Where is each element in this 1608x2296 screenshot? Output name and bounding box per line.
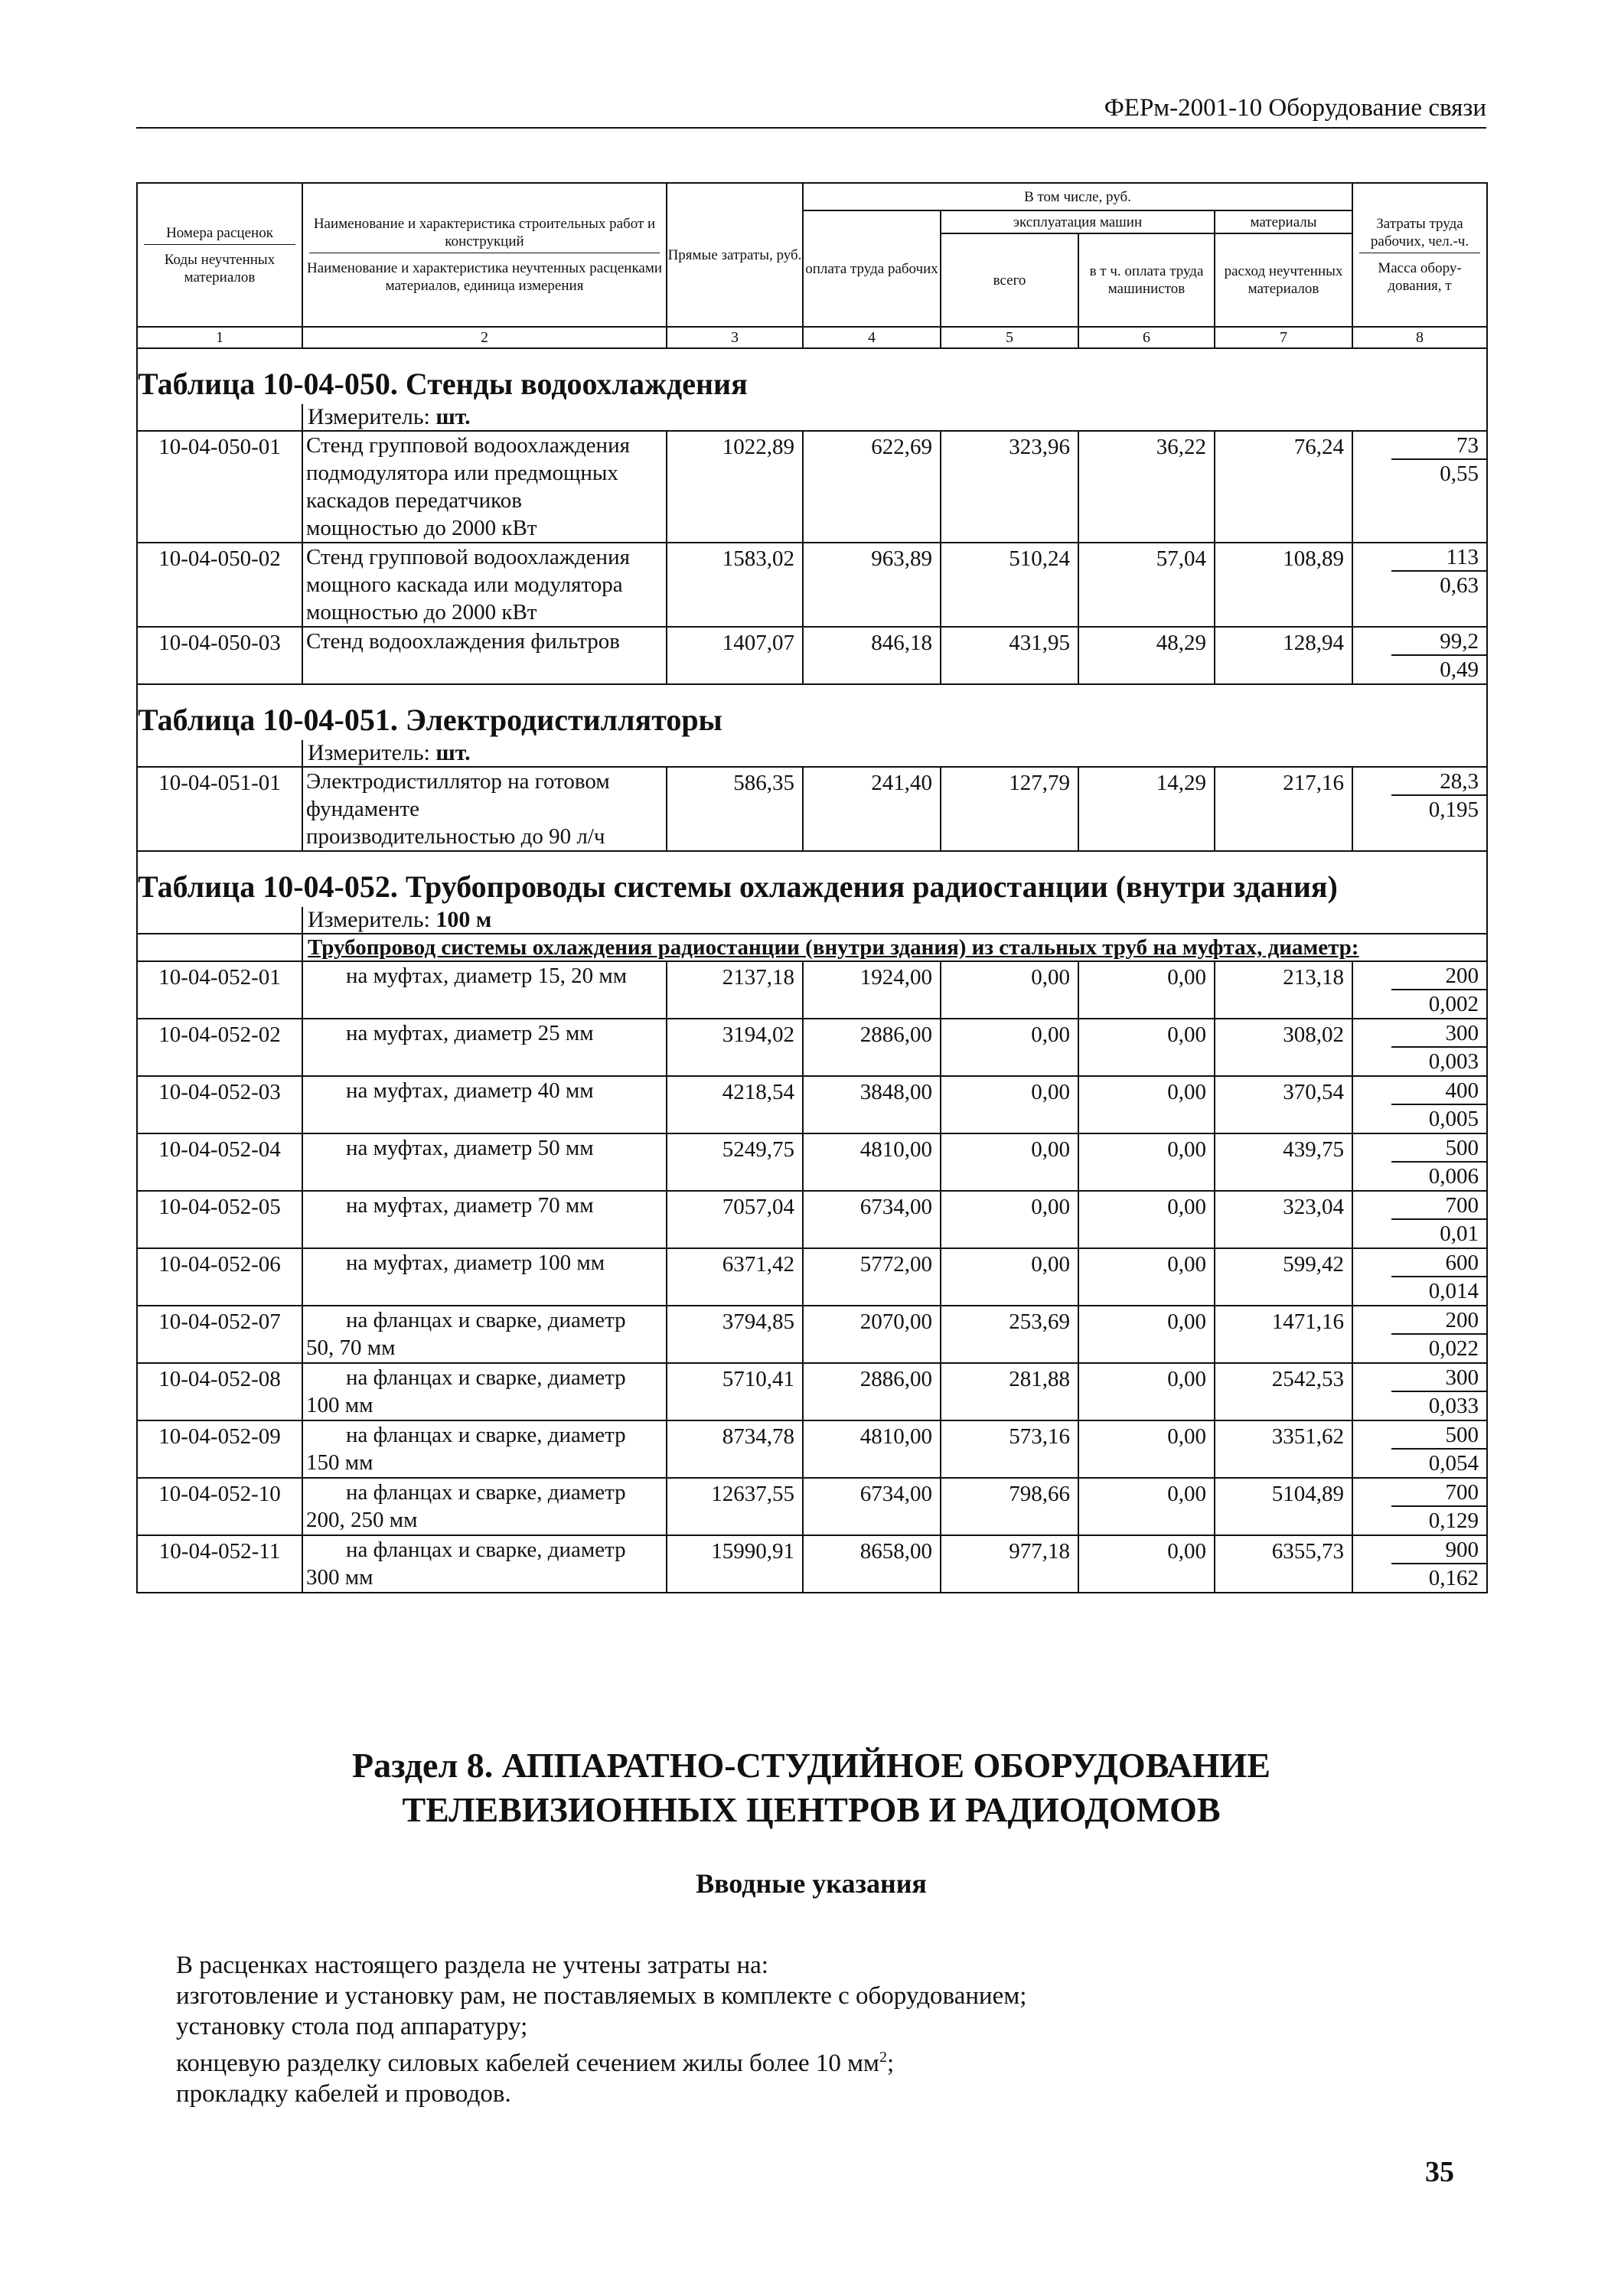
labor-cell [1352, 767, 1487, 851]
rate-description [302, 1248, 667, 1306]
equipment-mass: 0,003 [1428, 1049, 1479, 1074]
description-line: Стенд водоохлаждения фильтров [306, 629, 620, 654]
materials-cost: 6355,73 [1215, 1535, 1352, 1593]
labor-hours: 200 [1391, 1308, 1486, 1335]
rates-table [136, 182, 1488, 1593]
direct-cost: 2137,18 [667, 961, 803, 1019]
rate-code: 10-04-052-01 [137, 961, 302, 1019]
wages-cost: 8658,00 [803, 1535, 941, 1593]
header-labor: Затраты труда рабочих, чел.-ч. Масса обору-дования, т [1352, 183, 1487, 327]
rate-description [302, 1420, 667, 1478]
table-row [137, 767, 1487, 851]
description-line: каскадов передатчиков [306, 488, 522, 513]
unit-cell [302, 907, 1487, 934]
machinists-cost: 36,22 [1078, 431, 1215, 543]
description-line: мощного каскада или модулятора [306, 572, 623, 597]
table-row [137, 1478, 1487, 1535]
description-line: на фланцах и сварке, диаметр [346, 1538, 626, 1562]
header-names: Наименование и характеристика строительных работ и конструкций Наименование и характеристика неучтенных расценками материалов, единица измерения [302, 183, 667, 327]
table-title-cell [137, 696, 1487, 740]
materials-cost: 217,16 [1215, 767, 1352, 851]
labor-hours: 113 [1391, 545, 1486, 572]
machines-cost: 127,79 [941, 767, 1078, 851]
header-wages: оплата труда рабочих [803, 210, 941, 327]
rate-code: 10-04-052-02 [137, 1019, 302, 1076]
machines-cost: 0,00 [941, 1019, 1078, 1076]
equipment-mass: 0,005 [1428, 1107, 1479, 1131]
rate-description [302, 961, 667, 1019]
materials-cost: 76,24 [1215, 431, 1352, 543]
materials-cost: 128,94 [1215, 627, 1352, 684]
section-heading-line: ТЕЛЕВИЗИОННЫХ ЦЕНТРОВ И РАДИОДОМОВ [402, 1790, 1221, 1829]
direct-cost: 12637,55 [667, 1478, 803, 1535]
labor-hours: 500 [1391, 1136, 1486, 1163]
header-machinists: в т ч. оплата труда машинистов [1078, 233, 1215, 327]
description-line: 150 мм [306, 1450, 373, 1475]
col-number: 2 [302, 327, 667, 348]
equipment-mass: 0,63 [1440, 573, 1479, 598]
machinists-cost: 48,29 [1078, 627, 1215, 684]
rate-code: 10-04-052-03 [137, 1076, 302, 1133]
table-row [137, 1019, 1487, 1076]
wages-cost: 5772,00 [803, 1248, 941, 1306]
machinists-cost: 57,04 [1078, 543, 1215, 627]
machinists-cost: 0,00 [1078, 1076, 1215, 1133]
description-line: Стенд групповой водоохлаждения [306, 433, 630, 458]
labor-hours: 900 [1391, 1538, 1486, 1564]
empty-cell [137, 934, 302, 961]
description-line: на муфтах, диаметр 70 мм [346, 1193, 594, 1218]
rate-description [302, 1076, 667, 1133]
col-number: 1 [137, 327, 302, 348]
machinists-cost: 0,00 [1078, 1420, 1215, 1478]
rate-code: 10-04-052-09 [137, 1420, 302, 1478]
labor-cell [1352, 1133, 1487, 1191]
table-row [137, 1191, 1487, 1248]
header-codes: Номера расценок Коды неучтенных материалов [137, 183, 302, 327]
table-title-cell [137, 360, 1487, 404]
table-row [137, 627, 1487, 684]
machinists-cost: 0,00 [1078, 961, 1215, 1019]
rate-code: 10-04-050-03 [137, 627, 302, 684]
wages-cost: 846,18 [803, 627, 941, 684]
labor-hours: 200 [1391, 964, 1486, 990]
wages-cost: 6734,00 [803, 1191, 941, 1248]
wages-cost: 241,40 [803, 767, 941, 851]
description-line: производительностью до 90 л/ч [306, 824, 605, 849]
intro-line: концевую разделку силовых кабелей сечением жилы более 10 $мм^2$; [176, 2049, 895, 2077]
header-machines-total: всего [941, 233, 1078, 327]
equipment-mass: 0,195 [1428, 797, 1479, 822]
machinists-cost: 0,00 [1078, 1535, 1215, 1593]
materials-cost: 108,89 [1215, 543, 1352, 627]
labor-cell [1352, 1363, 1487, 1420]
table-header [137, 183, 1487, 348]
table-row [137, 1133, 1487, 1191]
rate-description [302, 1306, 667, 1363]
table-title-row [137, 360, 1487, 404]
labor-cell [1352, 1478, 1487, 1535]
description-line: на фланцах и сварке, диаметр [346, 1365, 626, 1390]
rate-description [302, 767, 667, 851]
description-line: на муфтах, диаметр 100 мм [346, 1251, 605, 1275]
rate-code: 10-04-051-01 [137, 767, 302, 851]
rate-code: 10-04-052-04 [137, 1133, 302, 1191]
table-row [137, 1535, 1487, 1593]
rate-description [302, 1019, 667, 1076]
col-number: 6 [1078, 327, 1215, 348]
direct-cost: 586,35 [667, 767, 803, 851]
labor-cell [1352, 961, 1487, 1019]
equipment-mass: 0,022 [1428, 1336, 1479, 1361]
machines-cost: 0,00 [941, 1191, 1078, 1248]
rate-description [302, 1363, 667, 1420]
materials-cost: 439,75 [1215, 1133, 1352, 1191]
labor-hours: 300 [1391, 1365, 1486, 1392]
description-line: подмодулятора или предмощных [306, 461, 618, 485]
labor-cell [1352, 543, 1487, 627]
materials-cost: 323,04 [1215, 1191, 1352, 1248]
intro-title: Вводные указания [696, 1868, 927, 1899]
machinists-cost: 0,00 [1078, 1191, 1215, 1248]
col-number: 4 [803, 327, 941, 348]
labor-hours: 28,3 [1391, 769, 1486, 796]
rate-code: 10-04-052-06 [137, 1248, 302, 1306]
intro-line: прокладку кабелей и проводов. [176, 2080, 511, 2108]
unit-cell [302, 740, 1487, 767]
table-row [137, 543, 1487, 627]
spacer-cell [137, 348, 1487, 360]
labor-hours: 500 [1391, 1423, 1486, 1450]
direct-cost: 7057,04 [667, 1191, 803, 1248]
description-line: фундаменте [306, 797, 420, 821]
table-body [137, 348, 1487, 1593]
description-line: на фланцах и сварке, диаметр [346, 1480, 626, 1505]
labor-cell [1352, 627, 1487, 684]
rate-description [302, 627, 667, 684]
header-including: В том числе, руб. [803, 183, 1352, 210]
equipment-mass: 0,49 [1440, 657, 1479, 682]
rate-code: 10-04-052-07 [137, 1306, 302, 1363]
rate-description [302, 431, 667, 543]
direct-cost: 15990,91 [667, 1535, 803, 1593]
unit-row [137, 404, 1487, 431]
unit-value: шт. [435, 740, 471, 765]
table-row [137, 961, 1487, 1019]
superscript: 2 [879, 2049, 887, 2066]
spacer-cell [137, 684, 1487, 696]
materials-cost: 599,42 [1215, 1248, 1352, 1306]
direct-cost: 6371,42 [667, 1248, 803, 1306]
rate-description [302, 1133, 667, 1191]
direct-cost: 3194,02 [667, 1019, 803, 1076]
direct-cost: 4218,54 [667, 1076, 803, 1133]
equipment-mass: 0,006 [1428, 1164, 1479, 1189]
col-number: 8 [1352, 327, 1487, 348]
rate-code: 10-04-050-02 [137, 543, 302, 627]
labor-cell [1352, 1420, 1487, 1478]
page-number: 35 [1425, 2156, 1454, 2188]
labor-hours: 73 [1391, 433, 1486, 460]
machinists-cost: 0,00 [1078, 1478, 1215, 1535]
header-direct: Прямые затраты, руб. [667, 183, 803, 327]
description-line: на фланцах и сварке, диаметр [346, 1423, 626, 1447]
table-title-row [137, 696, 1487, 740]
rate-description [302, 1191, 667, 1248]
unit-cell [302, 404, 1487, 431]
table-title: Таблица 10-04-050. Стенды водоохлаждения [138, 367, 748, 401]
labor-hours: 99,2 [1391, 629, 1486, 656]
unit-label: Измеритель: [308, 740, 430, 765]
description-line: на муфтах, диаметр 40 мм [346, 1078, 594, 1103]
equipment-mass: 0,01 [1440, 1221, 1479, 1246]
table-spacer [137, 348, 1487, 360]
header-materials-use: расход неучтенных материалов [1215, 233, 1352, 327]
table-row [137, 431, 1487, 543]
wages-cost: 2070,00 [803, 1306, 941, 1363]
machines-cost: 323,96 [941, 431, 1078, 543]
equipment-mass: 0,002 [1428, 992, 1479, 1016]
machinists-cost: 0,00 [1078, 1363, 1215, 1420]
description-line: на муфтах, диаметр 15, 20 мм [346, 964, 628, 988]
direct-cost: 1407,07 [667, 627, 803, 684]
unit-row [137, 907, 1487, 934]
direct-cost: 1022,89 [667, 431, 803, 543]
direct-cost: 3794,85 [667, 1306, 803, 1363]
equipment-mass: 0,55 [1440, 461, 1479, 486]
labor-cell [1352, 1191, 1487, 1248]
rate-description [302, 1535, 667, 1593]
rate-description [302, 1478, 667, 1535]
col-number: 7 [1215, 327, 1352, 348]
labor-hours: 600 [1391, 1251, 1486, 1277]
direct-cost: 8734,78 [667, 1420, 803, 1478]
description-line: 200, 250 мм [306, 1508, 418, 1532]
subheading-cell [302, 934, 1487, 961]
wages-cost: 2886,00 [803, 1363, 941, 1420]
wages-cost: 4810,00 [803, 1420, 941, 1478]
section-heading-line: Раздел 8. АППАРАТНО-СТУДИЙНОЕ ОБОРУДОВАНИЕ [352, 1746, 1270, 1785]
table-row [137, 1363, 1487, 1420]
description-line: на муфтах, диаметр 50 мм [346, 1136, 594, 1160]
table-title-cell [137, 863, 1487, 907]
materials-cost: 1471,16 [1215, 1306, 1352, 1363]
materials-cost: 2542,53 [1215, 1363, 1352, 1420]
table-row [137, 1306, 1487, 1363]
equipment-mass: 0,033 [1428, 1394, 1479, 1418]
intro-line: установку стола под аппаратуру; [176, 2013, 528, 2040]
unit-label: Измеритель: [308, 907, 430, 932]
description-line: 300 мм [306, 1565, 373, 1590]
materials-cost: 213,18 [1215, 961, 1352, 1019]
description-line: Электродистиллятор на готовом [306, 769, 610, 794]
table-title: Таблица 10-04-051. Электродистилляторы [138, 703, 722, 737]
machinists-cost: 0,00 [1078, 1248, 1215, 1306]
subheading-row [137, 934, 1487, 961]
wages-cost: 3848,00 [803, 1076, 941, 1133]
intro-text [176, 1950, 1477, 2109]
description-line: 100 мм [306, 1393, 373, 1417]
table-spacer [137, 851, 1487, 863]
wages-cost: 4810,00 [803, 1133, 941, 1191]
machines-cost: 253,69 [941, 1306, 1078, 1363]
machines-cost: 0,00 [941, 961, 1078, 1019]
materials-cost: 308,02 [1215, 1019, 1352, 1076]
machinists-cost: 0,00 [1078, 1306, 1215, 1363]
table-title-row [137, 863, 1487, 907]
equipment-mass: 0,129 [1428, 1508, 1479, 1533]
labor-cell [1352, 431, 1487, 543]
unit-label: Измеритель: [308, 404, 430, 429]
equipment-mass: 0,162 [1428, 1566, 1479, 1590]
rate-code: 10-04-052-10 [137, 1478, 302, 1535]
labor-hours: 400 [1391, 1078, 1486, 1105]
wages-cost: 622,69 [803, 431, 941, 543]
header-machines: эксплуатация машин [941, 210, 1215, 233]
description-line: мощностью до 2000 кВт [306, 600, 537, 625]
direct-cost: 5710,41 [667, 1363, 803, 1420]
machines-cost: 281,88 [941, 1363, 1078, 1420]
machines-cost: 977,18 [941, 1535, 1078, 1593]
materials-cost: 370,54 [1215, 1076, 1352, 1133]
description-line: 50, 70 мм [306, 1336, 396, 1360]
equipment-mass: 0,054 [1428, 1451, 1479, 1476]
machinists-cost: 0,00 [1078, 1019, 1215, 1076]
description-line: Стенд групповой водоохлаждения [306, 545, 630, 569]
empty-cell [137, 740, 302, 767]
labor-hours: 700 [1391, 1480, 1486, 1507]
intro-line: В расценках настоящего раздела не учтены затраты на: [176, 1952, 768, 1979]
empty-cell [137, 404, 302, 431]
description-line: мощностью до 2000 кВт [306, 516, 537, 540]
machines-cost: 431,95 [941, 627, 1078, 684]
equipment-mass: 0,014 [1428, 1279, 1479, 1303]
machines-cost: 510,24 [941, 543, 1078, 627]
wages-cost: 1924,00 [803, 961, 941, 1019]
col-number: 5 [941, 327, 1078, 348]
description-line: на фланцах и сварке, диаметр [346, 1308, 626, 1332]
wages-cost: 6734,00 [803, 1478, 941, 1535]
description-line: на муфтах, диаметр 25 мм [346, 1021, 594, 1045]
unit-value: шт. [435, 404, 471, 429]
direct-cost: 5249,75 [667, 1133, 803, 1191]
labor-cell [1352, 1019, 1487, 1076]
table-row [137, 1420, 1487, 1478]
materials-cost: 3351,62 [1215, 1420, 1352, 1478]
running-header: ФЕРм-2001-10 Оборудование связи [136, 90, 1486, 129]
machinists-cost: 0,00 [1078, 1133, 1215, 1191]
intro-line: изготовление и установку рам, не поставляемых в комплекте с оборудованием; [176, 1982, 1027, 2010]
subheading: Трубопровод системы охлаждения радиостанции (внутри здания) из стальных труб на муфтах, диаметр: [308, 935, 1359, 960]
labor-hours: 300 [1391, 1021, 1486, 1048]
section-heading [136, 1743, 1486, 1832]
labor-cell [1352, 1248, 1487, 1306]
unit-value: 100 м [435, 907, 492, 932]
rate-description [302, 543, 667, 627]
labor-hours: 700 [1391, 1193, 1486, 1220]
empty-cell [137, 907, 302, 934]
table-row [137, 1076, 1487, 1133]
wages-cost: 963,89 [803, 543, 941, 627]
spacer-cell [137, 851, 1487, 863]
machines-cost: 0,00 [941, 1248, 1078, 1306]
labor-cell [1352, 1535, 1487, 1593]
rate-code: 10-04-052-05 [137, 1191, 302, 1248]
machinists-cost: 14,29 [1078, 767, 1215, 851]
rate-code: 10-04-050-01 [137, 431, 302, 543]
direct-cost: 1583,02 [667, 543, 803, 627]
table-title: Таблица 10-04-052. Трубопроводы системы охлаждения радиостанции (внутри здания) [138, 869, 1338, 904]
materials-cost: 5104,89 [1215, 1478, 1352, 1535]
machines-cost: 573,16 [941, 1420, 1078, 1478]
table-row [137, 1248, 1487, 1306]
labor-cell [1352, 1076, 1487, 1133]
rate-code: 10-04-052-08 [137, 1363, 302, 1420]
col-number: 3 [667, 327, 803, 348]
header-materials: материалы [1215, 210, 1352, 233]
labor-cell [1352, 1306, 1487, 1363]
wages-cost: 2886,00 [803, 1019, 941, 1076]
machines-cost: 0,00 [941, 1133, 1078, 1191]
machines-cost: 798,66 [941, 1478, 1078, 1535]
rate-code: 10-04-052-11 [137, 1535, 302, 1593]
machines-cost: 0,00 [941, 1076, 1078, 1133]
table-spacer [137, 684, 1487, 696]
column-numbers [137, 327, 1487, 348]
unit-row [137, 740, 1487, 767]
